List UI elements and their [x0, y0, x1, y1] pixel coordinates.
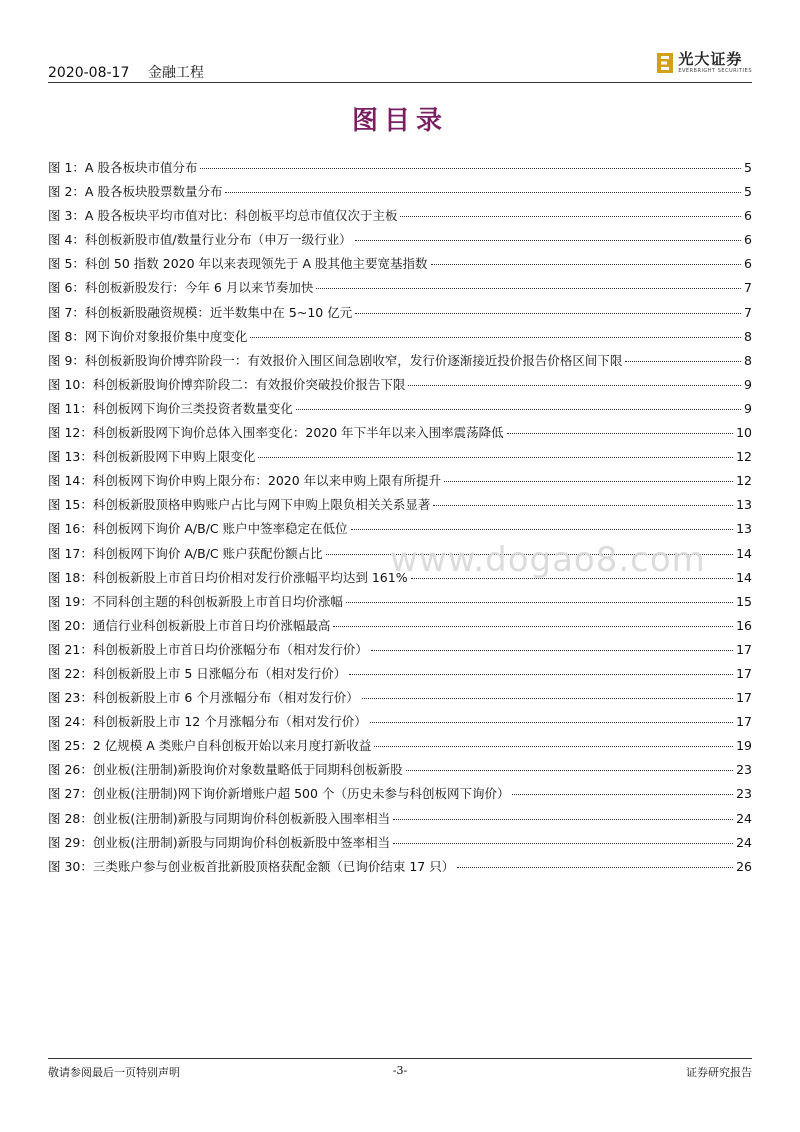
header-meta — [48, 62, 218, 82]
toc-leader-dots — [349, 674, 733, 675]
toc-leader-dots — [296, 409, 741, 410]
brand-logo — [656, 52, 752, 80]
toc-entry-page: 16 — [736, 617, 752, 633]
toc-entry-page: 8 — [744, 328, 752, 344]
toc-entry-label: 图 25：2 亿规模 A 类账户自科创板开始以来月度打新收益 — [48, 738, 372, 754]
toc-leader-dots — [362, 698, 733, 699]
toc-leader-dots — [512, 794, 733, 795]
toc-entry-page: 26 — [736, 858, 752, 874]
toc-entry-page: 19 — [736, 738, 752, 754]
logo-name-cn: 光大证券 — [678, 50, 743, 68]
header-divider — [48, 82, 752, 83]
toc-entry-page: 14 — [736, 569, 752, 585]
page-header — [48, 52, 752, 82]
toc-entry-label: 图 16：科创板网下询价 A/B/C 账户中签率稳定在低位 — [48, 521, 348, 537]
toc-entry-label: 图 22：科创板新股上市 5 日涨幅分布（相对发行价） — [48, 665, 347, 681]
toc-leader-dots — [371, 650, 733, 651]
toc-entry-label: 图 7：科创板新股融资规模：近半数集中在 5~10 亿元 — [48, 304, 353, 320]
toc-entry[interactable] — [48, 495, 752, 519]
toc-entry-page: 17 — [736, 641, 752, 657]
toc-entry[interactable] — [48, 303, 752, 327]
figure-index-list — [48, 158, 752, 881]
toc-entry[interactable] — [48, 857, 752, 881]
toc-leader-dots — [351, 529, 733, 530]
toc-entry-label: 图 19：不同科创主题的科创板新股上市首日均价涨幅 — [48, 593, 343, 609]
toc-entry[interactable] — [48, 784, 752, 808]
toc-leader-dots — [431, 264, 742, 265]
toc-entry[interactable] — [48, 158, 752, 182]
page-number: -3- — [392, 1064, 408, 1077]
toc-entry-label: 图 24：科创板新股上市 12 个月涨幅分布（相对发行价） — [48, 714, 367, 730]
toc-entry-label: 图 14：科创板网下询价申购上限分布：2020 年以来申购上限有所提升 — [48, 473, 442, 489]
toc-leader-dots — [370, 722, 733, 723]
toc-entry[interactable] — [48, 736, 752, 760]
toc-entry[interactable] — [48, 833, 752, 857]
toc-leader-dots — [393, 819, 733, 820]
watermark: www.dogao8.com — [390, 540, 706, 580]
logo-name-en: EVERBRIGHT SECURITIES — [678, 68, 752, 74]
toc-entry[interactable] — [48, 375, 752, 399]
toc-entry[interactable] — [48, 399, 752, 423]
toc-entry-page: 17 — [736, 714, 752, 730]
toc-leader-dots — [457, 867, 733, 868]
toc-entry-page: 9 — [744, 400, 752, 416]
toc-entry-page: 13 — [736, 497, 752, 513]
report-type: 证券研究报告 — [686, 1066, 752, 1079]
toc-entry-page: 7 — [744, 280, 752, 296]
toc-entry-page: 12 — [736, 473, 752, 489]
toc-entry-label: 图 18：科创板新股上市首日均价相对发行价涨幅平均达到 161% — [48, 569, 408, 585]
toc-entry-page: 9 — [744, 376, 752, 392]
toc-entry-page: 6 — [744, 232, 752, 248]
toc-leader-dots — [374, 746, 733, 747]
toc-entry-label: 图 21：科创板新股上市首日均价涨幅分布（相对发行价） — [48, 641, 368, 657]
toc-entry-page: 15 — [736, 593, 752, 609]
toc-entry[interactable] — [48, 423, 752, 447]
toc-entry[interactable] — [48, 327, 752, 351]
toc-leader-dots — [200, 168, 741, 169]
toc-entry[interactable] — [48, 447, 752, 471]
toc-entry-page: 8 — [744, 352, 752, 368]
toc-entry[interactable] — [48, 206, 752, 230]
everbright-logo-icon — [656, 52, 674, 74]
toc-entry-label: 图 17：科创板网下询价 A/B/C 账户获配份额占比 — [48, 545, 323, 561]
toc-entry-page: 12 — [736, 449, 752, 465]
toc-entry[interactable] — [48, 712, 752, 736]
toc-leader-dots — [258, 457, 733, 458]
toc-entry[interactable] — [48, 664, 752, 688]
toc-leader-dots — [225, 192, 741, 193]
toc-entry-page: 6 — [744, 208, 752, 224]
toc-entry-page: 24 — [736, 810, 752, 826]
toc-entry[interactable] — [48, 230, 752, 254]
toc-entry-page: 6 — [744, 256, 752, 272]
toc-entry[interactable] — [48, 182, 752, 206]
toc-entry-page: 7 — [744, 304, 752, 320]
toc-entry-label: 图 8：网下询价对象报价集中度变化 — [48, 328, 248, 344]
toc-entry-page: 17 — [736, 665, 752, 681]
toc-entry[interactable] — [48, 471, 752, 495]
toc-entry-page: 13 — [736, 521, 752, 537]
toc-entry-label: 图 9：科创板新股询价博弈阶段一：有效报价入围区间急剧收窄，发行价逐渐接近投价报告价格区间下限 — [48, 352, 623, 368]
toc-entry-label: 图 2：A 股各板块股票数量分布 — [48, 184, 223, 200]
toc-entry-page: 24 — [736, 834, 752, 850]
toc-entry-label: 图 28：创业板(注册制)新股与同期询价科创板新股入围率相当 — [48, 810, 391, 826]
toc-entry[interactable] — [48, 616, 752, 640]
toc-entry[interactable] — [48, 760, 752, 784]
toc-entry-label: 图 23：科创板新股上市 6 个月涨幅分布（相对发行价） — [48, 690, 359, 706]
toc-leader-dots — [408, 385, 741, 386]
toc-entry[interactable] — [48, 278, 752, 302]
toc-leader-dots — [625, 361, 741, 362]
toc-leader-dots — [411, 578, 734, 579]
toc-entry-label: 图 15：科创板新股顶格申购账户占比与网下申购上限负相关关系显著 — [48, 497, 431, 513]
toc-leader-dots — [346, 602, 733, 603]
toc-leader-dots — [316, 288, 741, 289]
toc-leader-dots — [393, 843, 733, 844]
toc-entry-label: 图 11：科创板网下询价三类投资者数量变化 — [48, 400, 293, 416]
toc-entry-page: 5 — [744, 184, 752, 200]
toc-entry[interactable] — [48, 254, 752, 278]
report-date: 2020-08-17 — [48, 65, 130, 81]
toc-entry[interactable] — [48, 544, 752, 568]
toc-entry-label: 图 12：科创板新股网下询价总体入围率变化：2020 年下半年以来入围率震荡降低 — [48, 425, 504, 441]
toc-leader-dots — [406, 770, 733, 771]
toc-entry-page: 23 — [736, 762, 752, 778]
toc-leader-dots — [333, 626, 733, 627]
toc-entry[interactable] — [48, 519, 752, 543]
toc-leader-dots — [400, 216, 741, 217]
page-title: 图目录 — [351, 106, 448, 136]
toc-entry-label: 图 13：科创板新股网下申购上限变化 — [48, 449, 256, 465]
toc-entry[interactable] — [48, 592, 752, 616]
toc-entry-label: 图 30：三类账户参与创业板首批新股顶格获配金额（已询价结束 17 只） — [48, 858, 455, 874]
toc-entry[interactable] — [48, 568, 752, 592]
report-section: 金融工程 — [147, 65, 204, 81]
toc-entry-label: 图 5：科创 50 指数 2020 年以来表现领先于 A 股其他主要宽基指数 — [48, 256, 428, 272]
disclaimer-note: 敬请参阅最后一页特别声明 — [48, 1066, 180, 1079]
toc-leader-dots — [355, 313, 741, 314]
toc-entry[interactable] — [48, 351, 752, 375]
toc-leader-dots — [326, 554, 733, 555]
toc-entry-label: 图 10：科创板新股询价博弈阶段二：有效报价突破投价报告下限 — [48, 376, 406, 392]
toc-entry-page: 17 — [736, 690, 752, 706]
toc-entry-label: 图 6：科创板新股发行：今年 6 月以来节奏加快 — [48, 280, 314, 296]
toc-leader-dots — [433, 505, 733, 506]
toc-entry[interactable] — [48, 640, 752, 664]
toc-entry-label: 图 29：创业板(注册制)新股与同期询价科创板新股中签率相当 — [48, 834, 391, 850]
toc-entry-page: 5 — [744, 160, 752, 175]
toc-entry-label: 图 20：通信行业科创板新股上市首日均价涨幅最高 — [48, 617, 331, 633]
toc-leader-dots — [444, 481, 733, 482]
toc-leader-dots — [250, 337, 741, 338]
page-footer — [48, 1064, 752, 1080]
toc-entry-label: 图 27：创业板(注册制)网下询价新增账户超 500 个（历史未参与科创板网下询价） — [48, 786, 510, 802]
toc-entry[interactable] — [48, 809, 752, 833]
toc-entry-page: 14 — [736, 545, 752, 561]
footer-divider — [48, 1058, 752, 1059]
toc-entry-page: 23 — [736, 786, 752, 802]
toc-entry-page: 10 — [736, 425, 752, 441]
toc-entry-label: 图 1：A 股各板块市值分布 — [48, 160, 198, 175]
toc-entry[interactable] — [48, 688, 752, 712]
toc-entry-label: 图 3：A 股各板块平均市值对比：科创板平均总市值仅次于主板 — [48, 208, 398, 224]
toc-leader-dots — [355, 240, 741, 241]
toc-entry-label: 图 26：创业板(注册制)新股询价对象数量略低于同期科创板新股 — [48, 762, 403, 778]
toc-entry-label: 图 4：科创板新股市值/数量行业分布（申万一级行业） — [48, 232, 352, 248]
toc-leader-dots — [507, 433, 733, 434]
